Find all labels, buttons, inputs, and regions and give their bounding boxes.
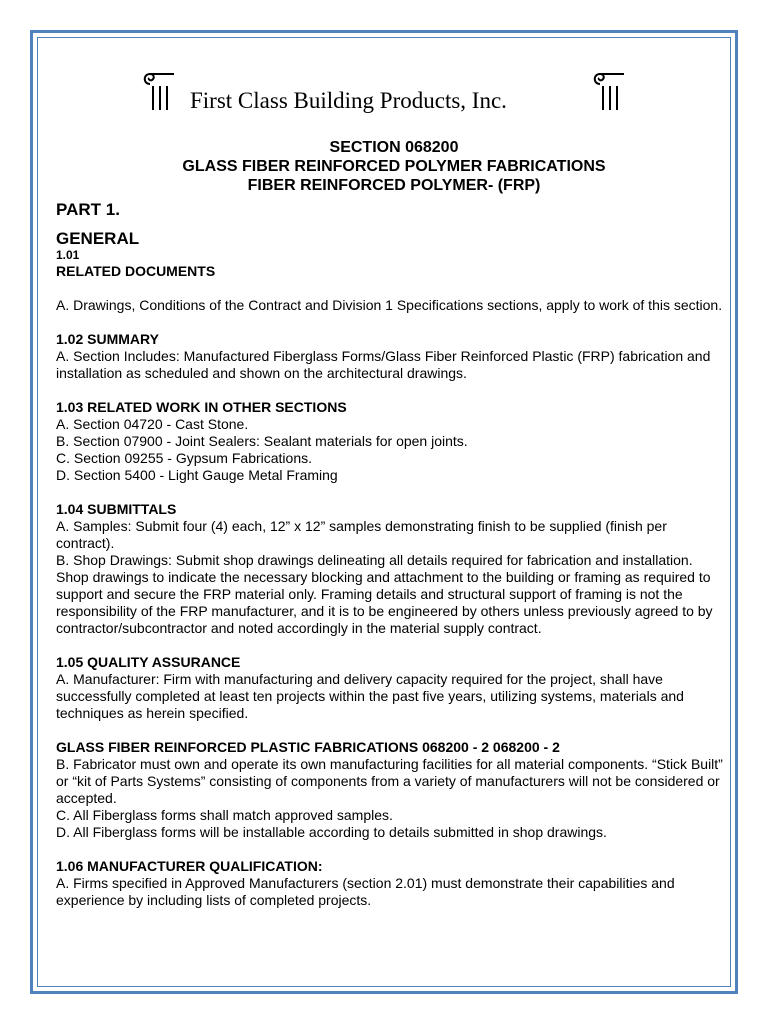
clause-heading: 1.05 QUALITY ASSURANCE [56, 654, 241, 670]
paragraph: A. Samples: Submit four (4) each, 12” x 12” samples demonstrating finish to be supplied (finish per contract). [56, 518, 667, 551]
section-titles [56, 138, 732, 195]
clause-heading: 1.04 SUBMITTALS [56, 501, 177, 517]
clause-heading: RELATED DOCUMENTS [56, 263, 216, 279]
list-item: D. Section 5400 - Light Gauge Metal Framing [56, 467, 338, 483]
ionic-column-logo-icon [590, 72, 624, 112]
paragraph: C. All Fiberglass forms shall match approved samples. [56, 807, 393, 823]
general-heading: GENERAL [56, 229, 140, 248]
section-title: GLASS FIBER REINFORCED POLYMER FABRICATIONS [182, 158, 606, 175]
letterhead [140, 72, 640, 116]
paragraph: D. All Fiberglass forms will be installable according to details submitted in shop drawings. [56, 824, 607, 840]
clause-heading: 1.03 RELATED WORK IN OTHER SECTIONS [56, 399, 347, 415]
paragraph: A. Firms specified in Approved Manufacturers (section 2.01) must demonstrate their capabilities and experience by including lists of completed projects. [56, 875, 675, 908]
document-body [56, 248, 726, 909]
ionic-column-logo-icon [140, 72, 174, 112]
section-number: SECTION 068200 [329, 139, 459, 156]
paragraph: A. Drawings, Conditions of the Contract and Division 1 Specifications sections, apply to work of this section. [56, 297, 723, 313]
clause-number: 1.01 [56, 248, 80, 262]
list-item: C. Section 09255 - Gypsum Fabrications. [56, 450, 313, 466]
part-heading: PART 1. [56, 200, 120, 219]
paragraph: B. Fabricator must own and operate its own manufacturing facilities for all material components. “Stick Built” or “kit of Parts Systems” consisting of components from a variety of manufacturers will not be considered or accepted. [56, 756, 723, 806]
company-name: First Class Building Products, Inc. [190, 88, 507, 113]
list-item: A. Section 04720 - Cast Stone. [56, 416, 249, 432]
list-item: B. Section 07900 - Joint Sealers: Sealant materials for open joints. [56, 433, 468, 449]
section-subtitle: FIBER REINFORCED POLYMER- (FRP) [247, 177, 541, 194]
paragraph: A. Manufacturer: Firm with manufacturing and delivery capacity required for the project, shall have successfully completed at least ten projects within the past five years, utilizing systems, materials and techniques as herein specified. [56, 671, 684, 721]
clause-heading: 1.02 SUMMARY [56, 331, 159, 347]
running-header: GLASS FIBER REINFORCED PLASTIC FABRICATIONS 068200 - 2 068200 - 2 [56, 739, 560, 755]
clause-heading: 1.06 MANUFACTURER QUALIFICATION: [56, 858, 323, 874]
paragraph: A. Section Includes: Manufactured Fiberglass Forms/Glass Fiber Reinforced Plastic (FRP) fabrication and installation as scheduled and shown on the architectural drawings. [56, 348, 711, 381]
paragraph: B. Shop Drawings: Submit shop drawings delineating all details required for fabrication and installation. Shop drawings to indicate the necessary blocking and attachment to the building or framing as required to support and secure the FRP material only. Framing details and structural support of framing is not the responsibility of the FRP manufacturer, and it is to be engineered by others unless previously agreed to by contractor/subcontractor and noted accordingly in the material supply contract. [56, 552, 713, 636]
